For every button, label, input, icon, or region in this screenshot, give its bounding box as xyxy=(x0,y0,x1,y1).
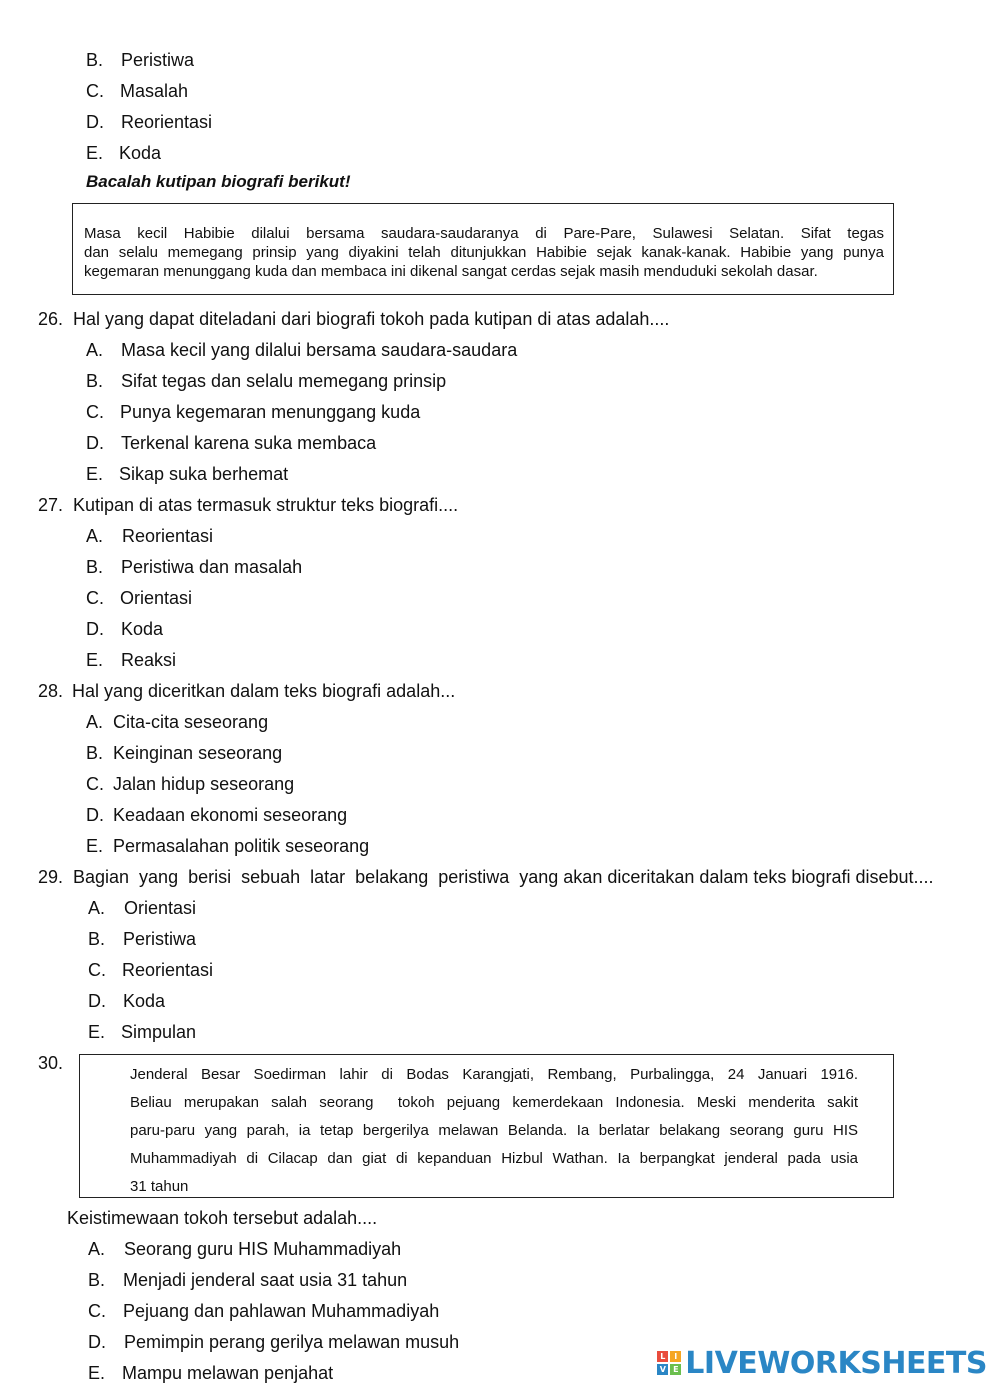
question-text: Hal yang diceritkan dalam teks biografi adalah... xyxy=(72,681,456,701)
option-letter: B. xyxy=(88,1270,106,1290)
excerpt-line: Jenderal Besar Soedirman lahir di Bodas Karangjati, Rembang, Purbalingga, 24 Januari 1916. xyxy=(130,1066,858,1083)
option-text: Mampu melawan penjahat xyxy=(122,1363,334,1383)
option-a xyxy=(88,1238,401,1260)
option-text: Masa kecil yang dilalui bersama saudara-saudara xyxy=(121,340,518,360)
instruction-heading: Bacalah kutipan biografi berikut! xyxy=(86,172,351,191)
excerpt-line: paru-paru yang parah, ia tetap bergerilya melawan Belanda. Ia berlatar belakang seorang guru HIS xyxy=(130,1122,858,1139)
excerpt-box-soedirman xyxy=(79,1054,894,1198)
option-e xyxy=(86,835,369,857)
option-b xyxy=(86,742,282,764)
option-text: Koda xyxy=(121,619,164,639)
liveworksheets-mark-icon xyxy=(657,1351,681,1375)
option-letter: C. xyxy=(88,960,106,980)
option-c xyxy=(86,80,188,102)
option-letter: D. xyxy=(86,619,104,639)
option-letter: E. xyxy=(86,650,104,670)
option-letter: A. xyxy=(86,712,104,732)
option-b xyxy=(88,928,196,950)
option-text: Reorientasi xyxy=(121,112,213,132)
question-29 xyxy=(38,866,934,888)
option-e xyxy=(86,649,176,671)
option-c xyxy=(88,959,213,981)
option-b xyxy=(86,370,446,392)
option-c xyxy=(88,1300,439,1322)
option-text: Keadaan ekonomi seseorang xyxy=(113,805,348,825)
option-text: Koda xyxy=(123,991,166,1011)
question-number: 27. xyxy=(38,495,64,515)
option-text: Sikap suka berhemat xyxy=(119,464,289,484)
option-letter: E. xyxy=(88,1363,106,1383)
logo-tile: L xyxy=(657,1351,668,1362)
option-letter: D. xyxy=(88,1332,106,1352)
question-28 xyxy=(38,680,455,702)
option-d xyxy=(86,111,212,133)
option-a xyxy=(86,525,213,547)
option-letter: B. xyxy=(86,50,104,70)
question-number: 26. xyxy=(38,309,64,329)
excerpt-line: Muhammadiyah di Cilacap dan giat di kepanduan Hizbul Wathan. Ia berpangkat jenderal pada usia xyxy=(130,1150,858,1167)
excerpt-box-habibie xyxy=(72,203,894,295)
option-text: Keinginan seseorang xyxy=(113,743,283,763)
option-text: Koda xyxy=(119,143,162,163)
option-text: Seorang guru HIS Muhammadiyah xyxy=(124,1239,402,1259)
option-text: Reorientasi xyxy=(122,960,214,980)
option-letter: A. xyxy=(86,526,104,546)
option-letter: A. xyxy=(88,1239,106,1259)
option-letter: E. xyxy=(86,143,104,163)
question-number: 29. xyxy=(38,867,64,887)
option-letter: C. xyxy=(88,1301,106,1321)
option-c xyxy=(86,587,192,609)
option-letter: D. xyxy=(88,991,106,1011)
option-text: Orientasi xyxy=(124,898,197,918)
option-text: Peristiwa xyxy=(123,929,197,949)
option-a xyxy=(86,711,268,733)
option-text: Reaksi xyxy=(121,650,177,670)
excerpt-line: 31 tahun xyxy=(130,1178,189,1195)
option-d xyxy=(86,804,347,826)
option-text: Permasalahan politik seseorang xyxy=(113,836,370,856)
option-letter: B. xyxy=(86,743,104,763)
option-a xyxy=(88,897,196,919)
option-letter: D. xyxy=(86,433,104,453)
option-b xyxy=(88,1269,407,1291)
question-27 xyxy=(38,494,458,516)
logo-tile: V xyxy=(657,1364,668,1375)
option-letter: B. xyxy=(86,557,104,577)
option-e xyxy=(88,1021,196,1043)
question-30-text: Keistimewaan tokoh tersebut adalah.... xyxy=(67,1208,378,1228)
option-letter: A. xyxy=(86,340,104,360)
option-c xyxy=(86,773,294,795)
option-text: Reorientasi xyxy=(122,526,214,546)
liveworksheets-logo[interactable] xyxy=(657,1345,987,1381)
option-text: Terkenal karena suka membaca xyxy=(121,433,377,453)
logo-tile: E xyxy=(670,1364,681,1375)
question-text: Hal yang dapat diteladani dari biografi tokoh pada kutipan di atas adalah.... xyxy=(73,309,670,329)
option-d xyxy=(86,618,163,640)
logo-text: LIVEWORKSHEETS xyxy=(685,1345,987,1381)
option-letter: C. xyxy=(86,588,104,608)
logo-tile: I xyxy=(670,1351,681,1362)
option-text: Punya kegemaran menunggang kuda xyxy=(120,402,421,422)
question-26 xyxy=(38,308,669,330)
option-text: Pemimpin perang gerilya melawan musuh xyxy=(124,1332,460,1352)
option-text: Sifat tegas dan selalu memegang prinsip xyxy=(121,371,447,391)
option-letter: E. xyxy=(88,1022,106,1042)
option-text: Orientasi xyxy=(120,588,193,608)
option-d xyxy=(88,990,165,1012)
option-text: Menjadi jenderal saat usia 31 tahun xyxy=(123,1270,408,1290)
option-e xyxy=(88,1362,333,1384)
option-letter: C. xyxy=(86,774,104,794)
excerpt-line: Beliau merupakan salah seorang tokoh pejuang kemerdekaan Indonesia. Meski menderita sakit xyxy=(130,1094,858,1111)
excerpt-line: Masa kecil Habibie dilalui bersama saudara-saudaranya di Pare-Pare, Sulawesi Selatan. Sifat tegas xyxy=(84,225,884,242)
excerpt-line: dan selalu memegang prinsip yang diyakini telah ditunjukkan Habibie sejak kanak-kanak. Habibie yang punya xyxy=(84,244,884,261)
option-b xyxy=(86,49,194,71)
option-c xyxy=(86,401,420,423)
option-letter: C. xyxy=(86,81,104,101)
option-text: Cita-cita seseorang xyxy=(113,712,269,732)
option-letter: C. xyxy=(86,402,104,422)
option-text: Pejuang dan pahlawan Muhammadiyah xyxy=(123,1301,440,1321)
question-number: 28. xyxy=(38,681,64,701)
question-text: Bagian yang berisi sebuah latar belakang peristiwa yang akan diceritakan dalam teks biografi disebut.... xyxy=(73,867,934,887)
option-letter: D. xyxy=(86,112,104,132)
excerpt-line: kegemaran menunggang kuda dan membaca ini dikenal sangat cerdas sejak masih menduduki sekolah dasar. xyxy=(84,263,818,280)
question-30-number: 30. xyxy=(38,1053,64,1073)
option-letter: E. xyxy=(86,836,104,856)
option-text: Peristiwa dan masalah xyxy=(121,557,303,577)
option-text: Jalan hidup seseorang xyxy=(113,774,295,794)
option-letter: D. xyxy=(86,805,104,825)
option-text: Peristiwa xyxy=(121,50,195,70)
option-text: Simpulan xyxy=(121,1022,197,1042)
option-letter: B. xyxy=(86,371,104,391)
option-a xyxy=(86,339,517,361)
option-letter: B. xyxy=(88,929,106,949)
option-e xyxy=(86,142,161,164)
option-d xyxy=(88,1331,459,1353)
option-letter: A. xyxy=(88,898,106,918)
option-b xyxy=(86,556,302,578)
question-text: Kutipan di atas termasuk struktur teks biografi.... xyxy=(73,495,459,515)
option-d xyxy=(86,432,376,454)
option-letter: E. xyxy=(86,464,104,484)
option-e xyxy=(86,463,288,485)
option-text: Masalah xyxy=(120,81,189,101)
